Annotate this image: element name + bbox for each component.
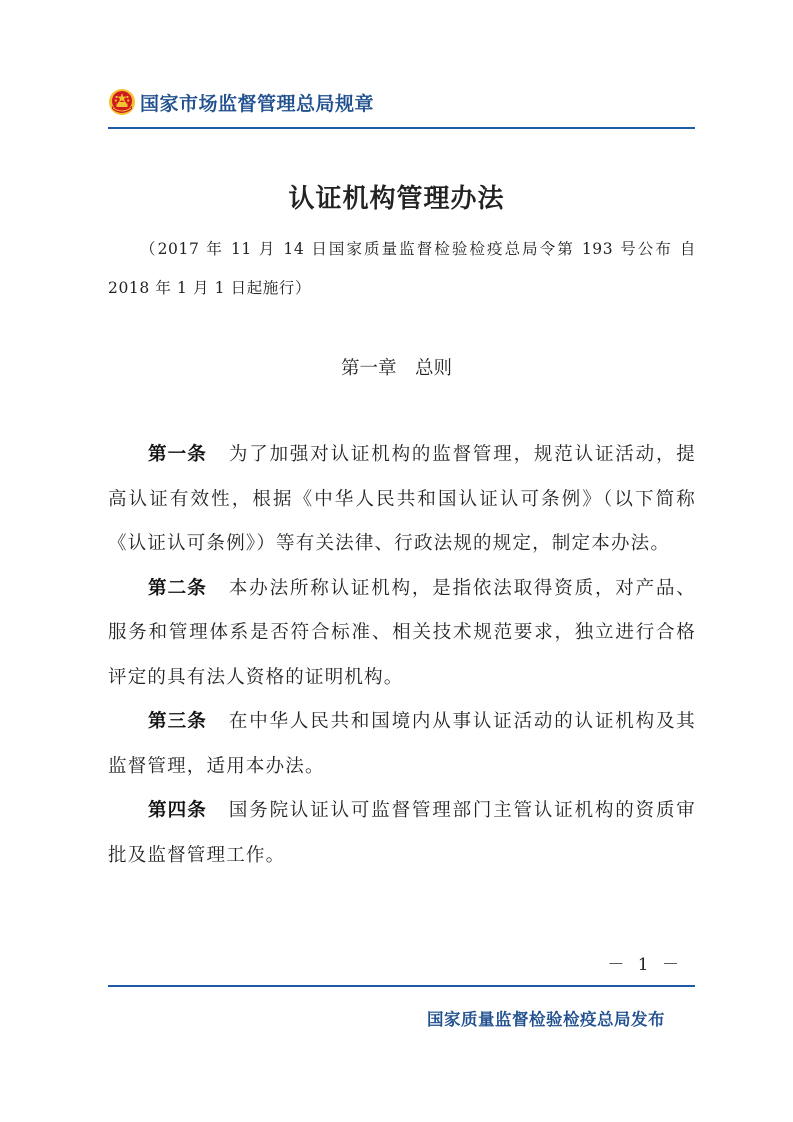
article-text: 国务院认证认可监督管理部门主管认证机构的资质审批及监督管理工作。 [108,800,696,866]
article-text: 在中华人民共和国境内从事认证活动的认证机构及其监督管理，适用本办法。 [108,711,696,777]
article-1 [108,433,696,567]
article-number: 第二条 [148,577,207,599]
article-2 [108,567,696,701]
article-3 [108,700,696,789]
publication-note: （2017 年 11 月 14 日国家质量监督检验检疫总局令第 193 号公布 自 2018 年 1 月 1 日起施行） [108,240,696,297]
article-number: 第一条 [148,444,207,465]
national-emblem-icon [108,88,136,116]
page-number: － 1 － [607,955,683,975]
header-title: 国家市场监督管理总局规章 [140,92,375,115]
articles-body [108,433,696,878]
chapter-heading: 第一章 总则 [340,358,452,379]
footer-divider [108,985,695,987]
article-number: 第四条 [148,800,207,821]
article-text: 为了加强对认证机构的监督管理，规范认证活动，提高认证有效性，根据《中华人民共和国认证认可条例》（以下简称《认证认可条例》）等有关法律、行政法规的规定，制定本办法。 [108,444,696,554]
footer-publisher: 国家质量监督检验检疫总局发布 [427,1010,665,1029]
article-number: 第三条 [148,711,207,732]
page-header [108,86,374,118]
article-4 [108,789,696,878]
document-title: 认证机构管理办法 [288,184,505,214]
header-divider [108,127,695,129]
article-text: 本办法所称认证机构，是指依法取得资质，对产品、服务和管理体系是否符合标准、相关技术规范要求，独立进行合格评定的具有法人资格的证明机构。 [108,577,696,688]
